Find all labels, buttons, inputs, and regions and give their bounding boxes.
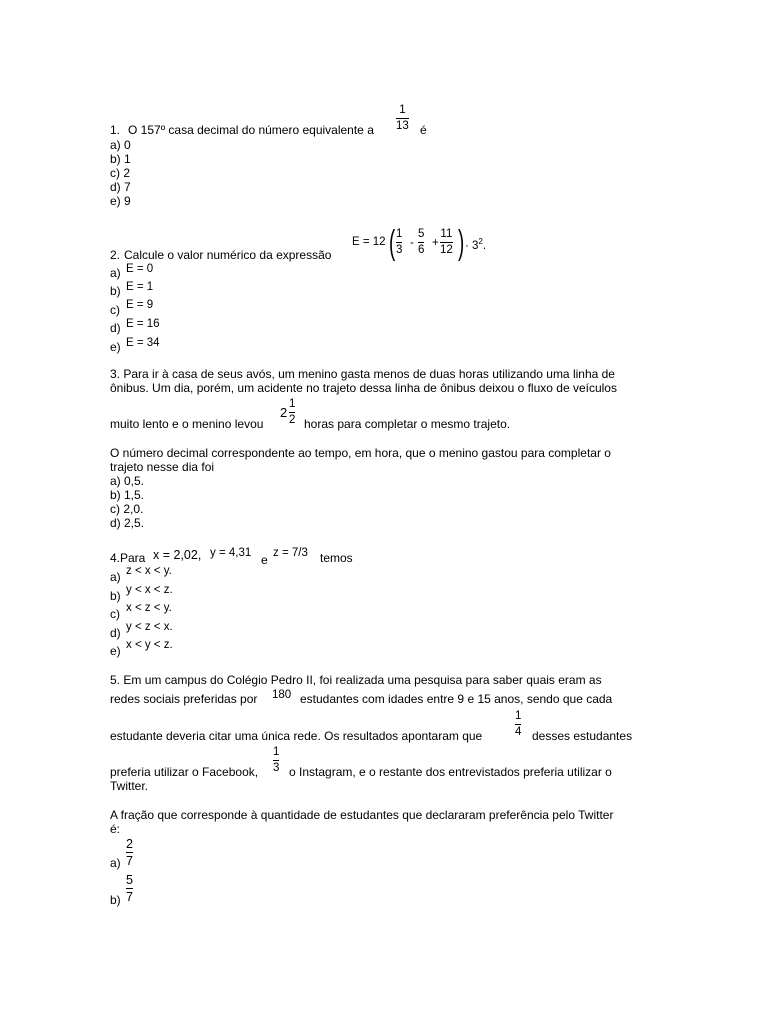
q5-answer-b: [126, 873, 133, 904]
q4-e: e: [261, 553, 268, 567]
q5-180: 180: [272, 689, 292, 701]
q5-f3-num: 1: [273, 746, 280, 758]
q5-fraction-third: [273, 746, 279, 775]
q2-value-a: E = 0: [126, 263, 154, 275]
q4-letter-b: b): [110, 589, 121, 603]
q3-mixed-fraction: [289, 398, 295, 427]
q1-number: 1.: [110, 123, 121, 137]
q5-line-2b: estudantes com idades entre 9 e 15 anos, sendo que cada: [300, 692, 613, 706]
q3-number: 3.: [110, 367, 121, 381]
q2-expr-exponent: 2: [478, 237, 483, 246]
q2-fraction-1: [396, 228, 402, 257]
q5-line-5: Twitter.: [110, 779, 149, 793]
q5-line-4a: preferia utilizar o Facebook,: [110, 765, 259, 779]
q3-line-1-text: Para ir à casa de seus avós, um menino gasta menos de duas horas utilizando uma linha de: [123, 367, 615, 381]
q2-expr-left: E = 12: [352, 236, 386, 248]
q4-value-a: z < x < y.: [126, 565, 172, 577]
q3-option-d: d) 2,5.: [110, 516, 145, 530]
q4-value-d: y < z < x.: [126, 621, 173, 633]
q5-number: 5.: [110, 673, 121, 687]
q2-expr-end: .: [482, 239, 487, 252]
q5-line-1-text: Em um campus do Colégio Pedro II, foi realizada uma pesquisa para saber quais eram as: [123, 673, 602, 687]
q3-line-1: [110, 367, 615, 381]
q4-letter-c: c): [110, 607, 120, 621]
q2-letter-b: b): [110, 284, 121, 298]
q4-x: x = 2,02,: [153, 548, 202, 562]
q4-prefix: 4.Para: [110, 551, 146, 565]
q1-option-c: c) 2: [110, 166, 131, 180]
frac-bar: [515, 724, 521, 725]
q4-value-b: y < x < z.: [126, 584, 173, 596]
q3-option-b: b) 1,5.: [110, 488, 145, 502]
q5-line-3a: estudante deveria citar uma única rede. Os resultados apontaram que: [110, 729, 483, 743]
q2-op-2: +: [432, 237, 439, 249]
q1-option-e: e) 9: [110, 194, 131, 208]
q1-option-b: b) 1: [110, 152, 131, 166]
q3-mixed-den: 2: [289, 414, 296, 426]
q4-z: z = 7/3: [273, 547, 308, 559]
q5-b-num: 5: [126, 873, 133, 887]
q2-value-b: E = 1: [126, 281, 154, 293]
q3-mixed-whole: 2: [280, 405, 288, 420]
q5-line-7: é:: [110, 822, 121, 836]
q2-f2-den: 6: [418, 244, 425, 256]
q5-f4-den: 4: [515, 726, 522, 738]
q1-after: é: [420, 123, 427, 137]
frac-bar: [289, 412, 295, 413]
q4-temos: temos: [320, 551, 353, 565]
frac-bar: [126, 852, 133, 853]
q2-f3-den: 12: [440, 244, 453, 256]
q2-bracket-open: (: [389, 224, 396, 262]
q2-text: Calcule o valor numérico da expressão: [124, 248, 332, 262]
frac-bar: [418, 242, 424, 243]
q3-line-3a: muito lento e o menino levou: [110, 417, 264, 431]
q5-letter-a: a): [110, 856, 121, 870]
q4-letter-a: a): [110, 570, 121, 584]
q2-f3-num: 11: [440, 228, 453, 240]
q2-expr-mult: · 3: [465, 239, 479, 252]
q1-text: O 157º casa decimal do número equivalente a: [128, 123, 374, 137]
q2-letter-a: a): [110, 266, 121, 280]
q5-a-num: 2: [126, 837, 133, 851]
q1-fraction: [396, 104, 409, 133]
q2-op-1: -: [410, 237, 414, 249]
q2-letter-d: d): [110, 321, 121, 335]
q5-f4-num: 1: [515, 710, 522, 722]
q1-option-a: a) 0: [110, 138, 131, 152]
q5-b-den: 7: [126, 890, 133, 904]
frac-bar: [440, 242, 453, 243]
q1-frac-num: 1: [399, 104, 406, 116]
q3-line-3b: horas para completar o mesmo trajeto.: [304, 417, 511, 431]
q5-letter-b: b): [110, 893, 121, 907]
q5-line-1: [110, 673, 602, 687]
q5-line-6: A fração que corresponde à quantidade de estudantes que declararam preferência pelo Twitter: [110, 808, 614, 822]
q2-fraction-2: [418, 228, 424, 257]
frac-bar: [126, 888, 133, 889]
q2-expr-right: [465, 235, 486, 253]
q3-option-a: a) 0,5.: [110, 474, 145, 488]
q2-bracket-close: ): [458, 224, 465, 262]
q4-value-c: x < z < y.: [126, 602, 172, 614]
q1-option-d: d) 7: [110, 180, 131, 194]
q3-line-2: ônibus. Um dia, porém, um acidente no trajeto dessa linha de ônibus deixou o fluxo de veículos: [110, 381, 617, 395]
q1-frac-den: 13: [396, 120, 409, 132]
q3-option-c: c) 2,0.: [110, 502, 144, 516]
q2-value-e: E = 34: [126, 337, 160, 349]
q4-value-e: x < y < z.: [126, 639, 173, 651]
q2-f2-num: 5: [418, 228, 425, 240]
frac-bar: [273, 760, 279, 761]
frac-bar: [396, 118, 409, 119]
q5-line-4b: o Instagram, e o restante dos entrevistados preferia utilizar o: [289, 765, 612, 779]
q4-letter-d: d): [110, 626, 121, 640]
q3-line-5: trajeto nesse dia foi: [110, 460, 215, 474]
q4-letter-e: e): [110, 644, 121, 658]
q4-y: y = 4,31: [210, 547, 252, 559]
q2-f1-den: 3: [396, 244, 403, 256]
q3-line-4: O número decimal correspondente ao tempo, em hora, que o menino gastou para completar o: [110, 446, 611, 460]
q5-fraction-quarter: [515, 710, 521, 739]
q5-answer-a: [126, 837, 133, 868]
q5-f3-den: 3: [273, 762, 280, 774]
frac-bar: [396, 242, 402, 243]
q2-letter-e: e): [110, 340, 121, 354]
q2-value-c: E = 9: [126, 299, 154, 311]
q5-a-den: 7: [126, 854, 133, 868]
q2-fraction-3: [440, 228, 453, 257]
q5-line-3b: desses estudantes: [532, 729, 633, 743]
q5-line-2a: redes sociais preferidas por: [110, 692, 258, 706]
q2-number: 2.: [110, 248, 121, 262]
q2-f1-num: 1: [396, 228, 403, 240]
q3-mixed-num: 1: [289, 398, 296, 410]
q2-letter-c: c): [110, 303, 120, 317]
q2-value-d: E = 16: [126, 318, 160, 330]
